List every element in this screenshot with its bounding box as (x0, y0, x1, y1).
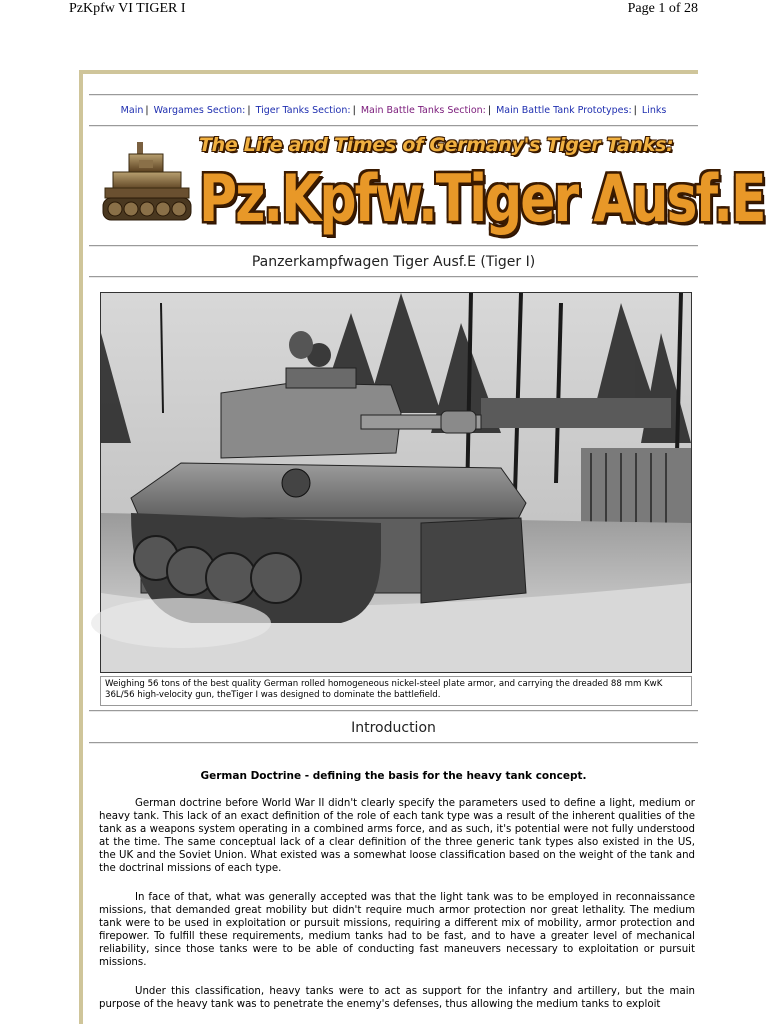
nav-link-links[interactable]: Links (641, 105, 667, 116)
nav-link-wargames[interactable]: Wargames Section: (153, 105, 246, 116)
page-heading: Panzerkampfwagen Tiger Ausf.E (Tiger I) (251, 254, 536, 270)
nav-link-main[interactable]: Main (120, 105, 144, 116)
divider (89, 245, 698, 247)
divider (89, 276, 698, 278)
nav-link-prototypes[interactable]: Main Battle Tank Prototypes: (496, 105, 632, 116)
nav-link-main-battle-tanks[interactable]: Main Battle Tanks Section: (360, 105, 486, 116)
nav-separator: | (633, 105, 637, 116)
tank-logo-icon (99, 134, 195, 234)
divider (89, 742, 698, 744)
banner-subtitle: The Life and Times of Germany's Tiger Tanks: (199, 134, 674, 156)
divider (89, 710, 698, 712)
nav-link-tiger-tanks[interactable]: Tiger Tanks Section: (255, 105, 351, 116)
photo-caption: Weighing 56 tons of the best quality German rolled homogeneous nickel-steel plate armor, and carrying the dreaded 88 mm KwK 36L/56 high-velocity gun, theTiger I was designed to dominate the battlefield. (100, 676, 692, 706)
tiger-tank-photo (100, 292, 692, 673)
site-banner (99, 132, 765, 237)
introduction-title: Introduction (351, 720, 436, 736)
nav-separator: | (487, 105, 492, 116)
doctrine-heading: German Doctrine - defining the basis for the heavy tank concept. (200, 770, 587, 782)
print-header (0, 0, 768, 22)
intro-paragraph: In face of that, what was generally accepted was that the light tank was to be employed in reconnaissance missions, that demanded great mobility but didn't require much armor protection nor great lethality. The medium tank were to be used in exploitation or pursuit missions, requiring a different mix of mobility, armor protection and firepower. To fulfill these requirements, medium tanks had to be fast, and to have a greater level of mechanical reliability, since those tanks were to be able of conducting fast maneuvers necessary to exploitation or pursuit missions. (99, 892, 695, 968)
print-header-page: Page 1 of 28 (627, 1, 698, 16)
print-header-title: PzKpfw VI TIGER I (69, 1, 186, 16)
nav-separator: | (145, 105, 149, 116)
intro-paragraph: German doctrine before World War II didn't clearly specify the parameters used to define a light, medium or heavy tank. This lack of an exact definition of the role of each tank type was a result of the inherent qualities of the tank as a weapons system operating in a combined arms force, and as such, it's potential were not fully understood at the time. The same conceptual lack of a clear definition of the three generic tank types also existed in the US, the UK and the Soviet Union. What existed was a somewhat loose classification based on the weight of the tank and the doctrinal missions of each type. (99, 798, 695, 874)
nav-separator: | (352, 105, 356, 116)
page-frame (79, 70, 765, 1024)
banner-title: Pz.Kpfw.Tiger Ausf.E (199, 162, 765, 237)
tank-photo-image (101, 293, 691, 672)
intro-paragraph: Under this classification, heavy tanks were to act as support for the infantry and artillery, but the main purpose of the heavy tank was to penetrate the enemy's defenses, thus allowing the medium tanks to exploit (99, 986, 695, 1010)
divider (89, 94, 698, 96)
nav-separator: | (247, 105, 251, 116)
divider (89, 125, 698, 127)
top-navigation (89, 105, 698, 116)
